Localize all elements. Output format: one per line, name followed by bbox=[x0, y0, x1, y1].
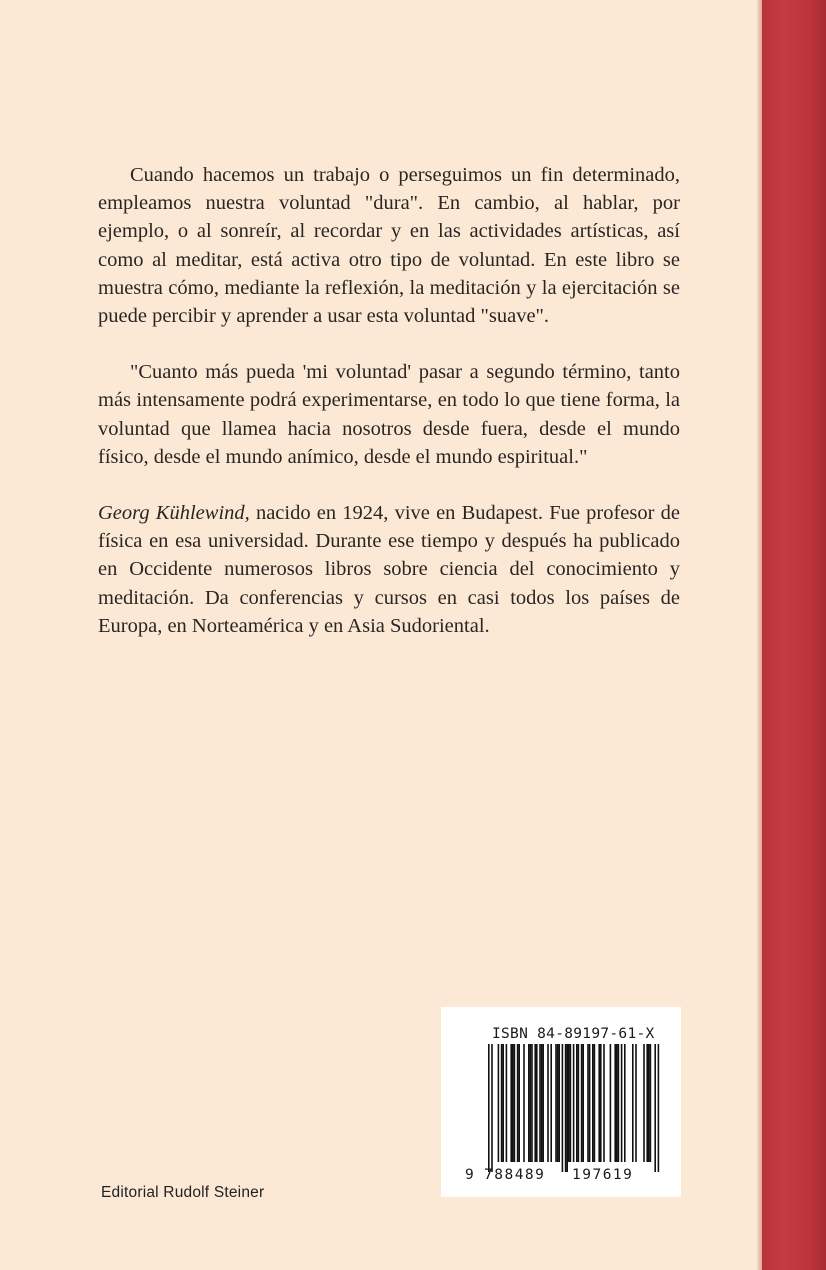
author-bio: nacido en 1924, vive en Budapest. Fue profesor de física en esa universidad. Durante ese tiempo y después ha publicado en Occidente numerosos libros sobre ciencia del conocimiento y meditación. Da conferencias y cursos en casi todos los países de Europa, en Norteamérica y en Asia Sudoriental. bbox=[98, 502, 680, 637]
author-bio-paragraph bbox=[98, 499, 680, 640]
barcode-panel bbox=[441, 1007, 681, 1197]
blurb-quote: "Cuanto más pueda 'mi voluntad' pasar a segundo término, tanto más intensamente podrá experimentarse, en todo lo que tiene forma, la voluntad que llamea hacia nosotros desde fuera, desde el mundo físico, desde el mundo anímico, desde el mundo espiritual." bbox=[98, 361, 680, 468]
red-spine-band bbox=[762, 0, 826, 1270]
ean-first-digit: 9 bbox=[465, 1167, 474, 1183]
ean-left-digits: 788489 bbox=[484, 1167, 546, 1183]
blurb-text bbox=[98, 161, 680, 668]
author-name: Georg Kühlewind, bbox=[98, 502, 250, 525]
publisher-name: Editorial Rudolf Steiner bbox=[101, 1184, 265, 1201]
ean-right-digits: 197619 bbox=[572, 1167, 634, 1183]
blurb-paragraph: Cuando hacemos un trabajo o perseguimos un fin determinado, empleamos nuestra voluntad "dura". En cambio, al hablar, por ejemplo, o al sonreír, al recordar y en las actividades artísticas, así como al meditar, está activa otro tipo de voluntad. En este libro se muestra cómo, mediante la reflexión, la meditación y la ejercitación se puede percibir y aprender a usar esta voluntad "suave". bbox=[98, 164, 680, 328]
isbn-text: ISBN 84-89197-61-X bbox=[492, 1026, 655, 1042]
barcode-icon bbox=[441, 1007, 681, 1197]
